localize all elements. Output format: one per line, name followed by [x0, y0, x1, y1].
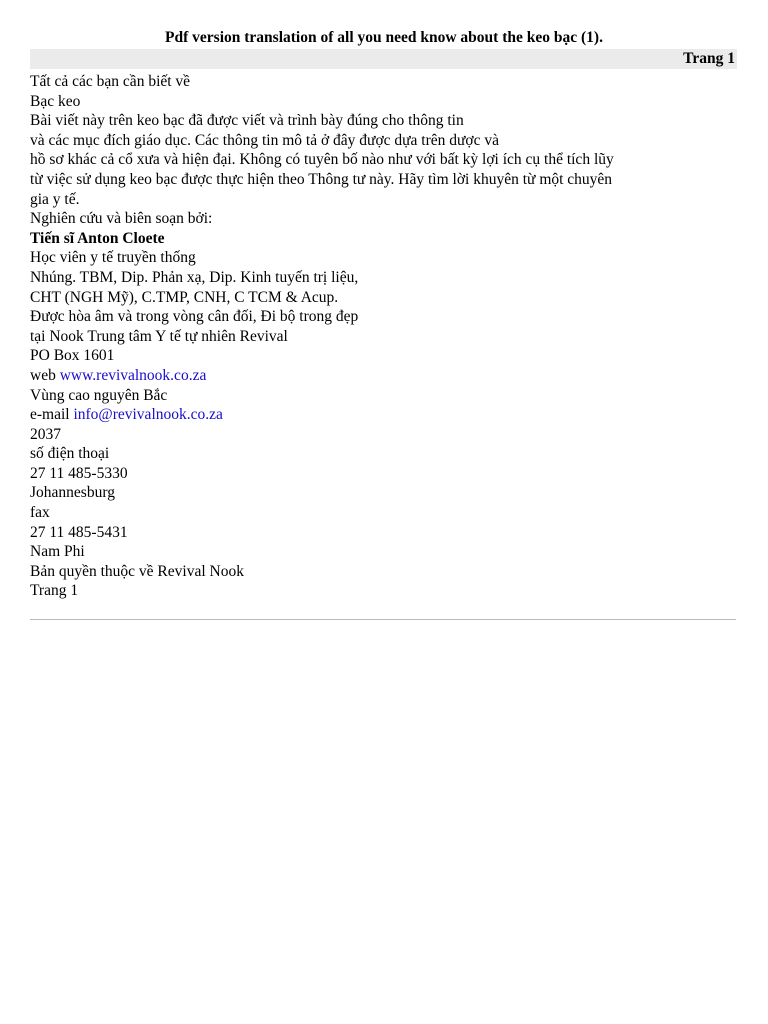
web-prefix: web	[30, 366, 56, 384]
phone-number: 27 11 485-5330	[30, 464, 128, 482]
page-number-label: Trang 1	[683, 50, 735, 67]
disclaimer-line-4: từ việc sử dụng keo bạc được thực hiện theo Thông tư này. Hãy tìm lời khuyên từ một chuyên	[30, 170, 613, 188]
city: Johannesburg	[30, 484, 115, 502]
topic-heading: Bạc keo	[30, 92, 81, 110]
disclaimer-line-2: và các mục đích giáo dục. Các thông tin mô tả ở đây được dựa trên dược và	[30, 131, 500, 149]
page-footer-label: Trang 1	[30, 582, 79, 600]
website-link[interactable]: www.revivalnook.co.za	[59, 366, 207, 384]
page-divider	[30, 619, 736, 620]
page-header-bar	[30, 49, 737, 69]
copyright-notice: Bản quyền thuộc về Revival Nook	[30, 562, 244, 580]
document-body	[30, 72, 740, 601]
document-title: Pdf version translation of all you need know about the keo bạc (1).	[165, 29, 603, 46]
author-credentials-2: CHT (NGH Mỹ), C.TMP, CNH, C TCM & Acup.	[30, 288, 339, 306]
web-line	[30, 366, 740, 386]
disclaimer-line-1: Bài viết này trên keo bạc đã được viết và trình bày đúng cho thông tin	[30, 112, 464, 130]
fax-label: fax	[30, 504, 50, 522]
intro-heading: Tất cả các bạn cần biết về	[30, 73, 191, 90]
region-line: Vùng cao nguyên Bắc	[30, 386, 168, 404]
country: Nam Phi	[30, 543, 85, 561]
author-credentials-1: Nhúng. TBM, Dip. Phản xạ, Dip. Kinh tuyến trị liệu,	[30, 268, 359, 286]
email-line	[30, 405, 740, 425]
disclaimer-line-3: hồ sơ khác cả cổ xưa và hiện đại. Không có tuyên bố nào như với bất kỳ lợi ích cụ thể tích lũy	[30, 151, 614, 169]
phone-label: số điện thoại	[30, 445, 110, 463]
center-name: tại Nook Trung tâm Y tế tự nhiên Revival	[30, 327, 288, 345]
disclaimer-line-5: gia y tế.	[30, 190, 80, 208]
email-link[interactable]: info@revivalnook.co.za	[73, 406, 223, 424]
email-prefix: e-mail	[30, 406, 70, 424]
fax-number: 27 11 485-5431	[30, 523, 128, 541]
author-intro: Nghiên cứu và biên soạn bởi:	[30, 210, 213, 228]
po-box: PO Box 1601	[30, 347, 115, 365]
tagline: Được hòa âm và trong vòng cân đối, Đi bộ trong đẹp	[30, 308, 359, 326]
author-title: Học viên y tế truyền thống	[30, 249, 196, 267]
postal-code: 2037	[30, 425, 61, 443]
author-name: Tiến sĩ Anton Cloete	[30, 229, 165, 247]
